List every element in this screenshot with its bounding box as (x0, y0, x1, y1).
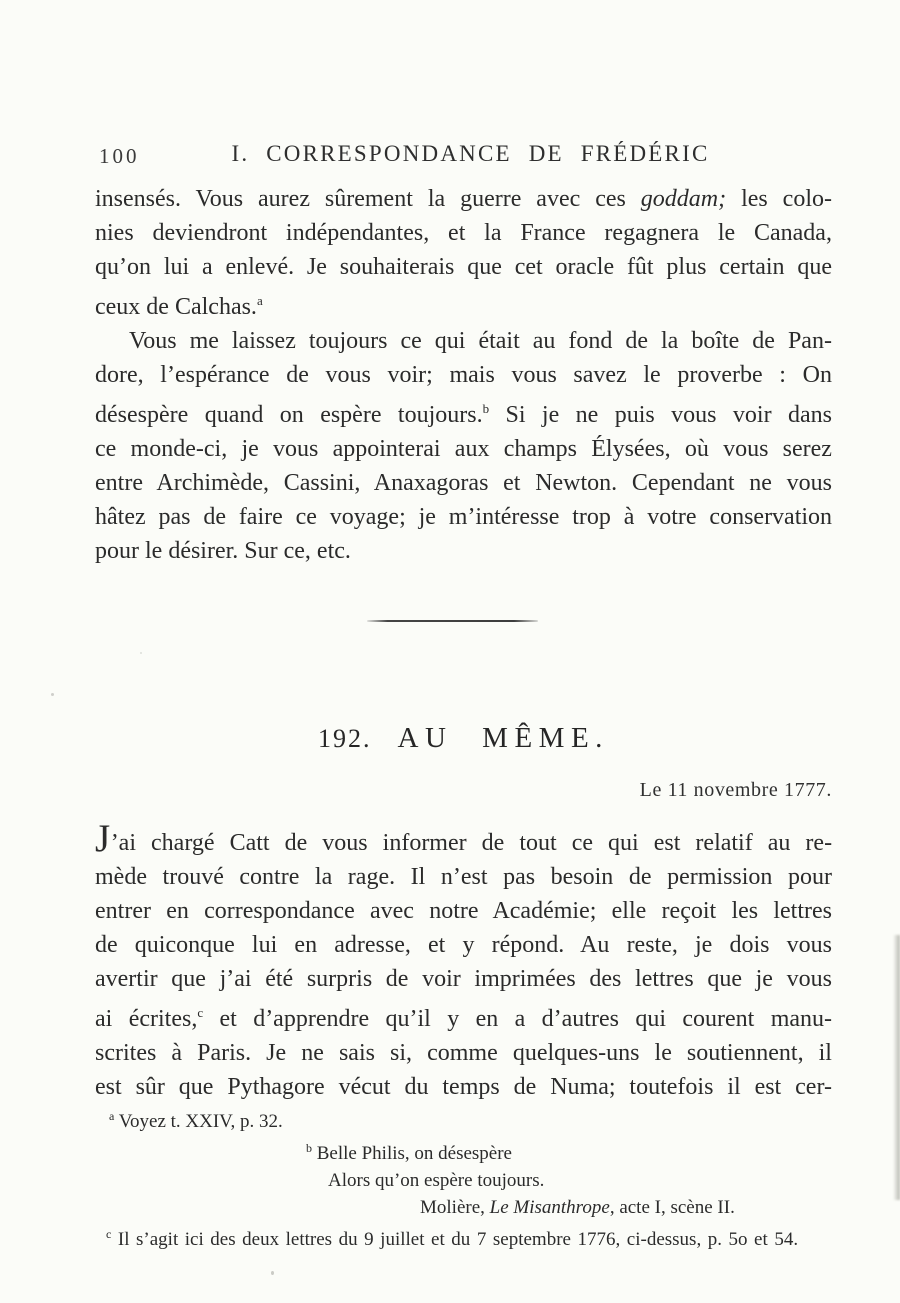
footnote-marker: c (106, 1227, 112, 1241)
text-segment: est sûr que Pythagore vécut du temps de Numa; toutefois il est cer- (95, 1074, 832, 1100)
text-segment: avertir que j’ai été surpris de voir imprimées des lettres que je vous (95, 966, 832, 992)
text-segment: goddam; (640, 186, 727, 212)
page-number: 100 (99, 144, 140, 168)
text-segment: Molière, (420, 1197, 490, 1218)
text-segment: J (95, 817, 111, 860)
text-segment: nies deviendront indépendantes, et la France regagnera le Canada, (95, 220, 832, 246)
text-line (95, 894, 832, 928)
text-line (95, 1036, 832, 1070)
text-segment: ce monde-ci, je vous appointerai aux champs Élysées, où vous serez (95, 436, 832, 462)
text-line (95, 817, 833, 860)
text-segment: Vous me laissez toujours ce qui était au fond de la boîte de Pan- (129, 328, 832, 354)
scan-speck (51, 693, 54, 696)
text-segment: scrites à Paris. Je ne sais si, comme quelques-uns le soutiennent, il (95, 1040, 832, 1066)
footnote-marker: b (306, 1141, 312, 1155)
paragraph (95, 817, 833, 1104)
text-segment: entre Archimède, Cassini, Anaxagoras et Newton. Cependant ne vous (95, 470, 833, 496)
letter-191-continuation (95, 182, 832, 568)
text-segment: hâtez pas de faire ce voyage; je m’intéresse trop à votre conservation (95, 504, 833, 530)
text-line (95, 962, 832, 996)
text-line (95, 216, 832, 250)
text-segment: Le Misanthrope (489, 1197, 610, 1218)
footnote-marker: b (482, 401, 490, 416)
text-segment: Belle Philis, on désespère (312, 1143, 512, 1164)
footnotes-block (95, 1103, 832, 1253)
text-line (95, 358, 832, 392)
text-segment: ai écrites, (95, 1006, 198, 1032)
text-line (95, 392, 832, 432)
footnote-marker: a (109, 1109, 115, 1123)
text-segment: mède trouvé contre la rage. Il n’est pas besoin de permission pour (95, 864, 832, 890)
text-line (95, 1070, 832, 1104)
scan-speck (271, 1271, 274, 1275)
text-segment: les colo- (726, 186, 832, 212)
letter-title: AU MÊME. (397, 722, 609, 754)
paragraph (95, 324, 832, 568)
text-line (95, 996, 832, 1036)
letter-number: 192. (318, 724, 372, 753)
text-line (420, 1194, 832, 1221)
letter-dateline: Le 11 novembre 1777. (639, 779, 832, 801)
running-head (95, 141, 832, 171)
text-line (95, 500, 832, 534)
scan-speck (140, 652, 142, 654)
text-segment: ceux de Calchas. (95, 294, 257, 320)
text-segment: Voyez t. XXIV, p. 32. (114, 1111, 283, 1132)
text-line (95, 250, 832, 284)
text-segment: pour le désirer. Sur ce, etc. (95, 538, 351, 564)
text-line (306, 1135, 832, 1167)
letter-heading (95, 720, 858, 757)
text-segment: désespère quand on espère toujours. (95, 402, 483, 428)
text-line (129, 324, 832, 358)
scan-edge-shadow (893, 935, 900, 1200)
text-line (109, 1103, 832, 1135)
text-segment: dore, l’espérance de vous voir; mais vous savez le proverbe : On (95, 362, 832, 388)
text-segment: Alors qu’on espère toujours. (328, 1170, 545, 1191)
text-line (95, 284, 832, 324)
running-title: I. CORRESPONDANCE DE FRÉDÉRIC (231, 141, 710, 166)
footnote-marker: c (197, 1005, 204, 1020)
text-segment: qu’on lui a enlevé. Je souhaiterais que cet oracle fût plus certain que (95, 254, 833, 280)
text-segment: Il s’agit ici des deux lettres du 9 juillet et du 7 septembre 1776, ci-dessus, p. 5o et 54. (111, 1229, 799, 1250)
text-line (95, 182, 832, 216)
text-line (95, 432, 832, 466)
text-line (95, 860, 832, 894)
text-segment: de quiconque lui en adresse, et y répond. Au reste, je dois vous (95, 932, 832, 958)
text-segment: ’ai chargé Catt de vous informer de tout ce qui est relatif au re- (110, 830, 833, 856)
section-divider-rule (367, 620, 538, 622)
text-segment: entrer en correspondance avec notre Académie; elle reçoit les lettres (95, 898, 833, 924)
letter-192-body (95, 817, 833, 1104)
paragraph (95, 182, 832, 324)
text-segment: insensés. Vous aurez sûrement la guerre avec ces (95, 186, 641, 212)
text-segment: , acte I, scène II. (609, 1197, 735, 1218)
text-line (106, 1221, 798, 1253)
text-line (328, 1167, 832, 1194)
footnote-marker: a (256, 293, 263, 308)
text-line (95, 928, 832, 962)
text-segment: et d’apprendre qu’il y en a d’autres qui courent manu- (203, 1006, 833, 1032)
text-segment: Si je ne puis vous voir dans (489, 402, 833, 428)
text-line (95, 466, 832, 500)
text-line (95, 534, 832, 568)
